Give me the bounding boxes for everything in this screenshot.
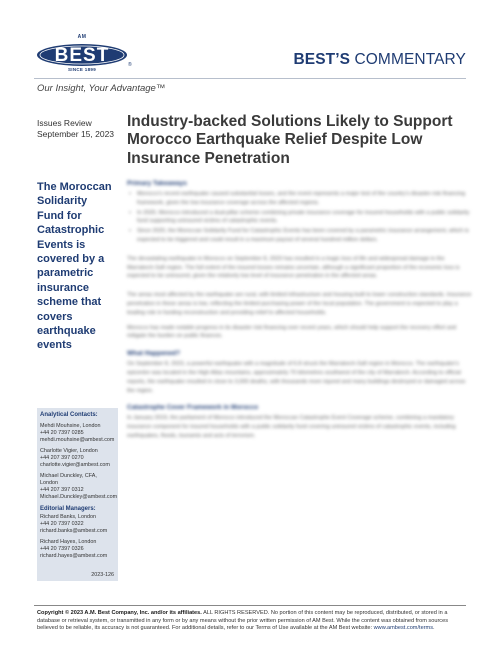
page-header [0, 0, 500, 108]
contact-name: Charlotte Vigier, London [40, 448, 98, 454]
terms-link[interactable]: www.ambest.com/terms [373, 625, 434, 632]
editor-email[interactable]: richard.hayes@ambest.com [40, 553, 108, 559]
editor-phone: +44 20 7397 0322 [40, 521, 84, 527]
key-points-heading: Primary Takeaways [127, 180, 187, 187]
analytical-contacts-heading: Analytical Contacts: [40, 412, 98, 418]
editor-person [40, 539, 115, 560]
contact-name: Michael Dunckley, CFA, London [40, 473, 97, 486]
contact-person [40, 448, 115, 469]
logo-best-text: BEST [54, 45, 110, 66]
contacts-box [37, 408, 118, 581]
editor-person [40, 514, 115, 535]
editor-phone: +44 20 7397 0326 [40, 546, 84, 552]
contact-phone: +44 20 7397 0285 [40, 430, 84, 436]
editor-name: Richard Hayes, London [40, 539, 97, 545]
am-best-logo[interactable] [36, 34, 132, 72]
issue-meta [37, 118, 123, 140]
footer-end: . [433, 625, 435, 632]
editorial-managers-heading: Editorial Managers: [40, 506, 96, 512]
contact-name: Mehdi Mouhsine, London [40, 423, 101, 429]
page-footer [37, 610, 465, 633]
contact-person [40, 423, 115, 444]
contact-phone: +44 207 397 0312 [40, 487, 84, 493]
document-number: 2023-126 [91, 572, 114, 578]
publication-title-light: COMMENTARY [354, 51, 466, 68]
key-point-item: • In 2020, Morocco introduced a dual-pillar scheme combining private insurance coverage for insured households with a public solidarity fund supporting uninsured victims of catastrophic events. [127, 209, 472, 227]
article-title: Industry-backed Solutions Likely to Support Morocco Earthquake Relief Despite Low Insurance Penetration [127, 113, 453, 167]
contact-person [40, 473, 118, 501]
logo-since-text: SINCE 1899 [67, 67, 96, 72]
contact-phone: +44 207 397 0270 [40, 455, 84, 461]
sidebar-pull-quote: The Moroccan Solidarity Fund for Catastrophic Events is covered by a parametric insurance scheme that covers earthquake events [37, 181, 112, 352]
editor-name: Richard Banks, London [40, 514, 97, 520]
issue-date: September 15, 2023 [37, 129, 115, 139]
footer-rights-text: ALL RIGHTS RESERVED. No portion of this content may be reproduced, distributed, or stored in a database or retrieval system, or transmitted in any form or by any means without the prior written permission of AM Best. While the content was obtained from sources believed to be reliable, its accuracy is not guaranteed. For additional details, refer to our Terms of Use available at the AM Best website: [37, 610, 449, 632]
contact-email[interactable]: mehdi.mouhsine@ambest.com [40, 437, 115, 443]
body-paragraph: Morocco has made notable progress in its disaster risk financing over recent years, which should help support the recovery effort and mitigate the burden on public finances. [127, 324, 457, 340]
footer-divider [34, 605, 466, 606]
body-paragraph: In January 2019, the parliament of Morocco introduced the Moroccan Catastrophe Event Coverage scheme, combining a mandatory insurance component for insured households with a public solidarity fund covering uninsured victims of catastrophic events, including earthquakes, floods, tsunamis and acts of terrorism. [127, 415, 456, 439]
body-paragraph: The devastating earthquake in Morocco on September 8, 2023 has resulted in a tragic loss of life and widespread damage in the Marrakech-Safi region. The full extent of the insured losses remains uncertain, although a significant proportion of the economic loss is expected to be uninsured, given the relatively low level of insurance penetration in the affected areas. [127, 255, 460, 280]
tagline: Our Insight, Your Advantage™ [37, 83, 166, 94]
key-point-item: • Since 2020, the Moroccan Solidarity Fund for Catastrophic Events has been covered by a parametric insurance arrangement, which is expected to be triggered and could result in a maximum payout of several hundred million dollars. [127, 227, 472, 245]
key-point-item: • Morocco’s recent earthquake caused substantial losses, and the event represents a major test of the country’s disaster-risk financing framework, given the low insurance coverage across the affected regions. [127, 190, 472, 208]
editor-email[interactable]: richard.banks@ambest.com [40, 528, 108, 534]
body-paragraph: On September 8, 2023, a powerful earthquake with a magnitude of 6.8 struck the Marrakech-Safi region in Morocco. The earthquake’s epicentre was located in the High Atlas mountains, approximately 70 kilometres southwest of the city of Marrakech. According to official reports, the earthquake resulted in close to 3,000 deaths, with thousands more injured and many buildings destroyed or damaged across the region. [127, 361, 466, 394]
what-happened-heading: What Happened? [127, 350, 181, 358]
key-points-list [127, 190, 472, 245]
body-paragraph: The areas most affected by the earthquake are rural, with limited infrastructure and housing built to lower construction standards. Insurance penetration in these areas is low, reflecting the limited purchasing power of the local population. The government is expected to play a leading role in funding reconstruction and providing relief to affected households. [127, 292, 472, 316]
logo-registered-mark: ® [128, 62, 132, 68]
issue-type: Issues Review [37, 118, 92, 128]
footer-copyright: Copyright © 2023 A.M. Best Company, Inc. and/or its affiliates. [37, 610, 202, 616]
header-divider [34, 78, 466, 79]
logo-am-text: AM [77, 34, 87, 40]
publication-title-bold: BEST’S [293, 51, 351, 68]
article-body [127, 175, 472, 447]
framework-heading: Catastrophe Cover Framework in Morocco [127, 404, 259, 412]
contact-email[interactable]: Michael.Dunckley@ambest.com [40, 494, 118, 500]
publication-title [293, 51, 466, 69]
contact-email[interactable]: charlotte.vigier@ambest.com [40, 462, 110, 468]
